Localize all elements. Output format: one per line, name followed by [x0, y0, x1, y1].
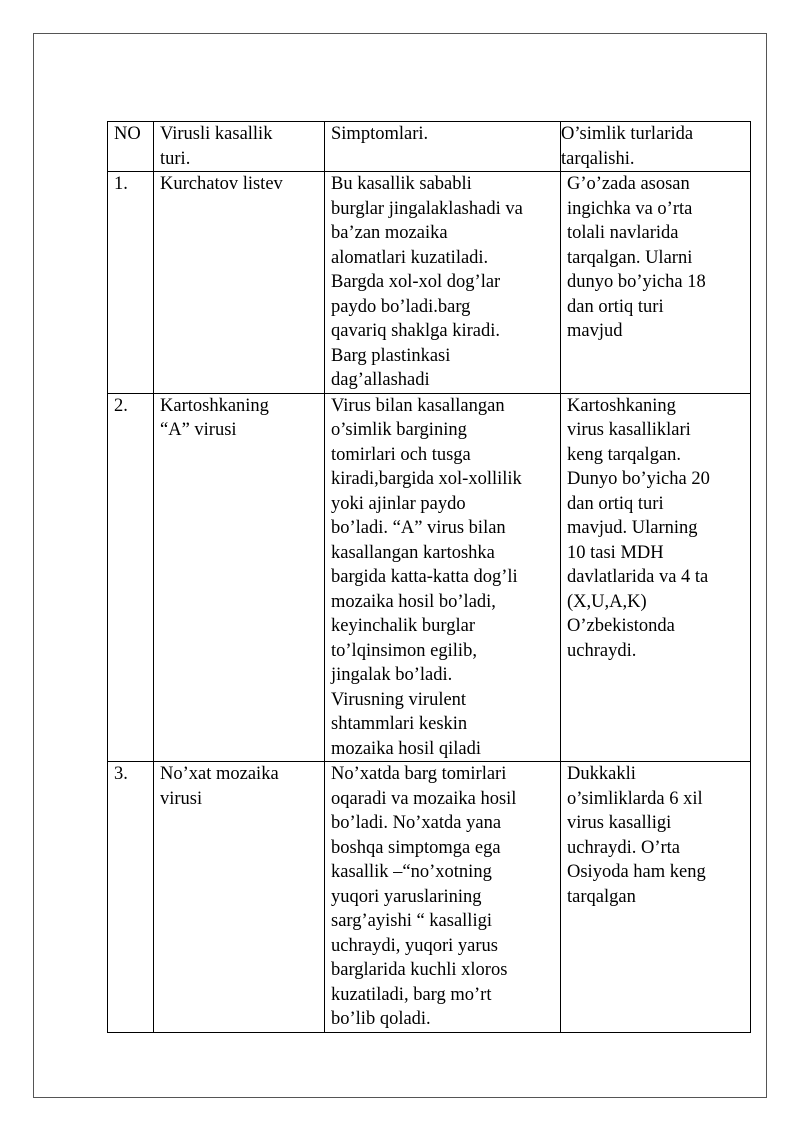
row-disease-type: Kurchatov listev	[154, 172, 325, 394]
header-disease-type: Virusli kasallik turi.	[154, 122, 325, 172]
row-symptoms: Virus bilan kasallangan o’simlik bargining tomirlari och tusga kiradi,bargida xol-xollilik yoki ajinlar paydo bo’ladi. “A” virus bilan kasallangan kartoshka bargida katta-katta dog’li mozaika hosil bo’ladi, keyinchalik burglar to’lqinsimon egilib, jingalak bo’ladi. Virusning virulent shtammlari keskin mozaika hosil qiladi	[325, 393, 561, 762]
row-spread: Dukkakli o’simliklarda 6 xil virus kasalligi uchraydi. O’rta Osiyoda ham keng tarqalgan	[561, 762, 751, 1033]
row-disease-type: No’xat mozaika virusi	[154, 762, 325, 1033]
row-number: 2.	[108, 393, 154, 762]
header-symptoms: Simptomlari.	[325, 122, 561, 172]
virus-diseases-table	[107, 121, 751, 1033]
row-spread: Kartoshkaning virus kasalliklari keng tarqalgan. Dunyo bo’yicha 20 dan ortiq turi mavjud. Ularning 10 tasi MDH davlatlarida va 4 ta (X,U,A,K) O’zbekistonda uchraydi.	[561, 393, 751, 762]
table-row	[108, 762, 751, 1033]
header-no: NO	[108, 122, 154, 172]
table-row	[108, 393, 751, 762]
row-number: 1.	[108, 172, 154, 394]
row-number: 3.	[108, 762, 154, 1033]
row-disease-type: Kartoshkaning “A” virusi	[154, 393, 325, 762]
row-symptoms: Bu kasallik sababli burglar jingalaklashadi va ba’zan mozaika alomatlari kuzatiladi. Bargda xol-xol dog’lar paydo bo’ladi.barg qavariq shaklga kiradi. Barg plastinkasi dag’allashadi	[325, 172, 561, 394]
row-spread: G’o’zada asosan ingichka va o’rta tolali navlarida tarqalgan. Ularni dunyo bo’yicha 18 dan ortiq turi mavjud	[561, 172, 751, 394]
row-symptoms: No’xatda barg tomirlari oqaradi va mozaika hosil bo’ladi. No’xatda yana boshqa simptomga ega kasallik –“no’xotning yuqori yaruslarining sarg’ayishi “ kasalligi uchraydi, yuqori yarus barglarida kuchli xloros kuzatiladi, barg mo’rt bo’lib qoladi.	[325, 762, 561, 1033]
table-row	[108, 172, 751, 394]
table-header-row	[108, 122, 751, 172]
header-spread: O’simlik turlarida tarqalishi.	[561, 122, 751, 172]
